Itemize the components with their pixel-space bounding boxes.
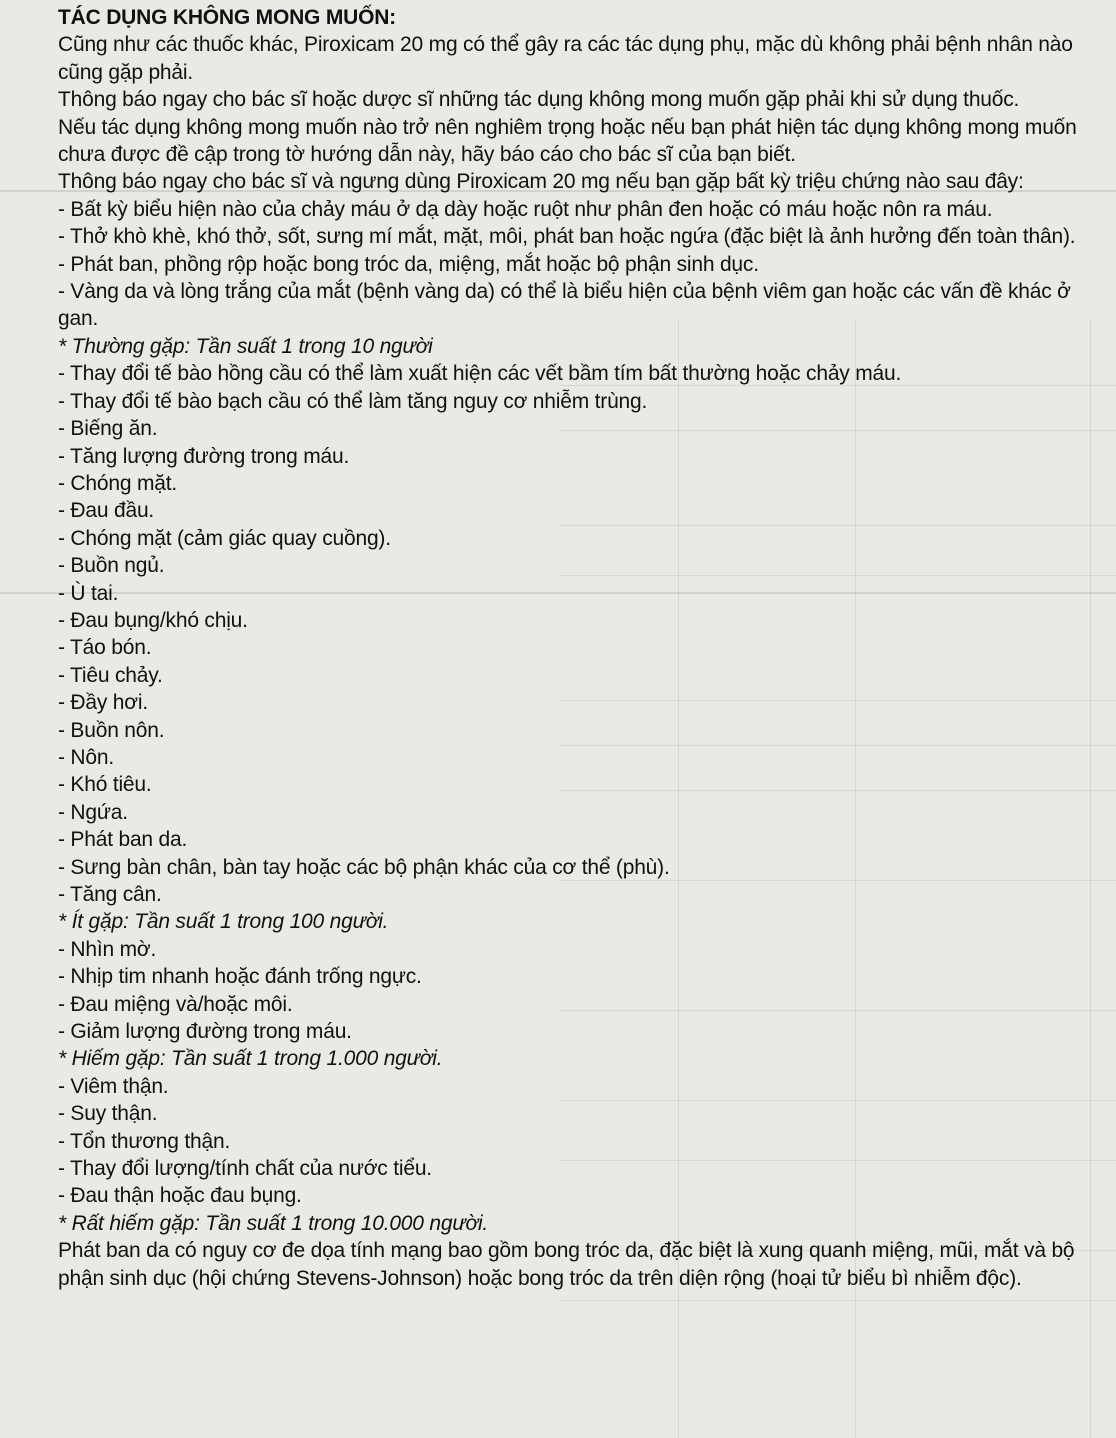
list-item: - Táo bón.	[58, 636, 152, 660]
list-item: - Thay đổi tế bào hồng cầu có thể làm xuất hiện các vết bầm tím bất thường hoặc chảy máu.	[58, 362, 902, 386]
intro-paragraph: Cũng như các thuốc khác, Piroxicam 20 mg có thể gây ra các tác dụng phụ, mặc dù không phải bệnh nhân nào cũng gặp phải.	[58, 33, 1073, 84]
list-item: - Giảm lượng đường trong máu.	[58, 1020, 352, 1044]
serious-symptom-item: - Vàng da và lòng trắng của mắt (bệnh vàng da) có thể là biểu hiện của bệnh viêm gan hoặc các vấn đề khác ở gan.	[58, 280, 1071, 331]
list-item: - Nôn.	[58, 745, 114, 769]
serious-symptom-item: - Thở khò khè, khó thở, sốt, sưng mí mắt, mặt, môi, phát ban hoặc ngứa (đặc biệt là ảnh hưởng đến toàn thân).	[58, 225, 1076, 249]
frequency-label-uncommon: * Ít gặp: Tần suất 1 trong 100 người.	[58, 910, 389, 934]
list-item: - Đầy hơi.	[58, 691, 148, 715]
list-item: - Phát ban da.	[58, 828, 188, 852]
list-item: - Tăng lượng đường trong máu.	[58, 444, 350, 468]
list-item: - Buồn ngủ.	[58, 554, 165, 578]
frequency-label-common: * Thường gặp: Tần suất 1 trong 10 người	[58, 334, 433, 358]
list-item: - Buồn nôn.	[58, 718, 165, 742]
list-item: - Suy thận.	[58, 1102, 158, 1126]
document-body	[58, 4, 1093, 1292]
very-rare-paragraph: Phát ban da có nguy cơ đe dọa tính mạng bao gồm bong tróc da, đặc biệt là xung quanh miệng, mũi, mắt và bộ phận sinh dục (hội chứng Stevens-Johnson) hoặc bong tróc da trên diện rộng (hoại tử biểu bì nhiễm độc).	[58, 1239, 1075, 1290]
list-item: - Biếng ăn.	[58, 417, 158, 441]
list-item: - Thay đổi lượng/tính chất của nước tiểu.	[58, 1157, 432, 1181]
list-item: - Tổn thương thận.	[58, 1129, 231, 1153]
list-item: - Đau bụng/khó chịu.	[58, 608, 248, 632]
list-item: - Viêm thận.	[58, 1074, 169, 1098]
list-item: - Đau miệng và/hoặc môi.	[58, 992, 293, 1016]
intro-paragraph: Thông báo ngay cho bác sĩ và ngưng dùng Piroxicam 20 mg nếu bạn gặp bất kỳ triệu chứng nào sau đây:	[58, 170, 1024, 194]
list-item: - Tiêu chảy.	[58, 663, 163, 687]
list-item: - Chóng mặt (cảm giác quay cuồng).	[58, 526, 391, 550]
list-item: - Chóng mặt.	[58, 471, 177, 495]
section-heading: TÁC DỤNG KHÔNG MONG MUỐN:	[58, 6, 396, 29]
list-item: - Ù tai.	[58, 581, 119, 605]
list-item: - Đau đầu.	[58, 499, 155, 523]
list-item: - Nhịp tim nhanh hoặc đánh trống ngực.	[58, 965, 422, 989]
intro-paragraph: Thông báo ngay cho bác sĩ hoặc dược sĩ những tác dụng không mong muốn gặp phải khi sử dụng thuốc.	[58, 88, 1020, 112]
list-item: - Khó tiêu.	[58, 773, 152, 797]
frequency-label-rare: * Hiếm gặp: Tần suất 1 trong 1.000 người.	[58, 1047, 443, 1071]
list-item: - Sưng bàn chân, bàn tay hoặc các bộ phận khác của cơ thể (phù).	[58, 855, 670, 879]
list-item: - Ngứa.	[58, 800, 128, 824]
serious-symptom-item: - Phát ban, phồng rộp hoặc bong tróc da, miệng, mắt hoặc bộ phận sinh dục.	[58, 252, 759, 276]
intro-paragraph: Nếu tác dụng không mong muốn nào trở nên nghiêm trọng hoặc nếu bạn phát hiện tác dụng không mong muốn chưa được đề cập trong tờ hướng dẫn này, hãy báo cáo cho bác sĩ của bạn biết.	[58, 115, 1077, 167]
list-item: - Tăng cân.	[58, 883, 162, 906]
list-item: - Đau thận hoặc đau bụng.	[58, 1184, 302, 1208]
frequency-label-very-rare: * Rất hiếm gặp: Tần suất 1 trong 10.000 người.	[58, 1211, 489, 1235]
list-item: - Thay đổi tế bào bạch cầu có thể làm tăng nguy cơ nhiễm trùng.	[58, 389, 648, 413]
serious-symptom-item: - Bất kỳ biểu hiện nào của chảy máu ở dạ dày hoặc ruột như phân đen hoặc có máu hoặc nôn ra máu.	[58, 197, 993, 221]
list-item: - Nhìn mờ.	[58, 937, 157, 961]
